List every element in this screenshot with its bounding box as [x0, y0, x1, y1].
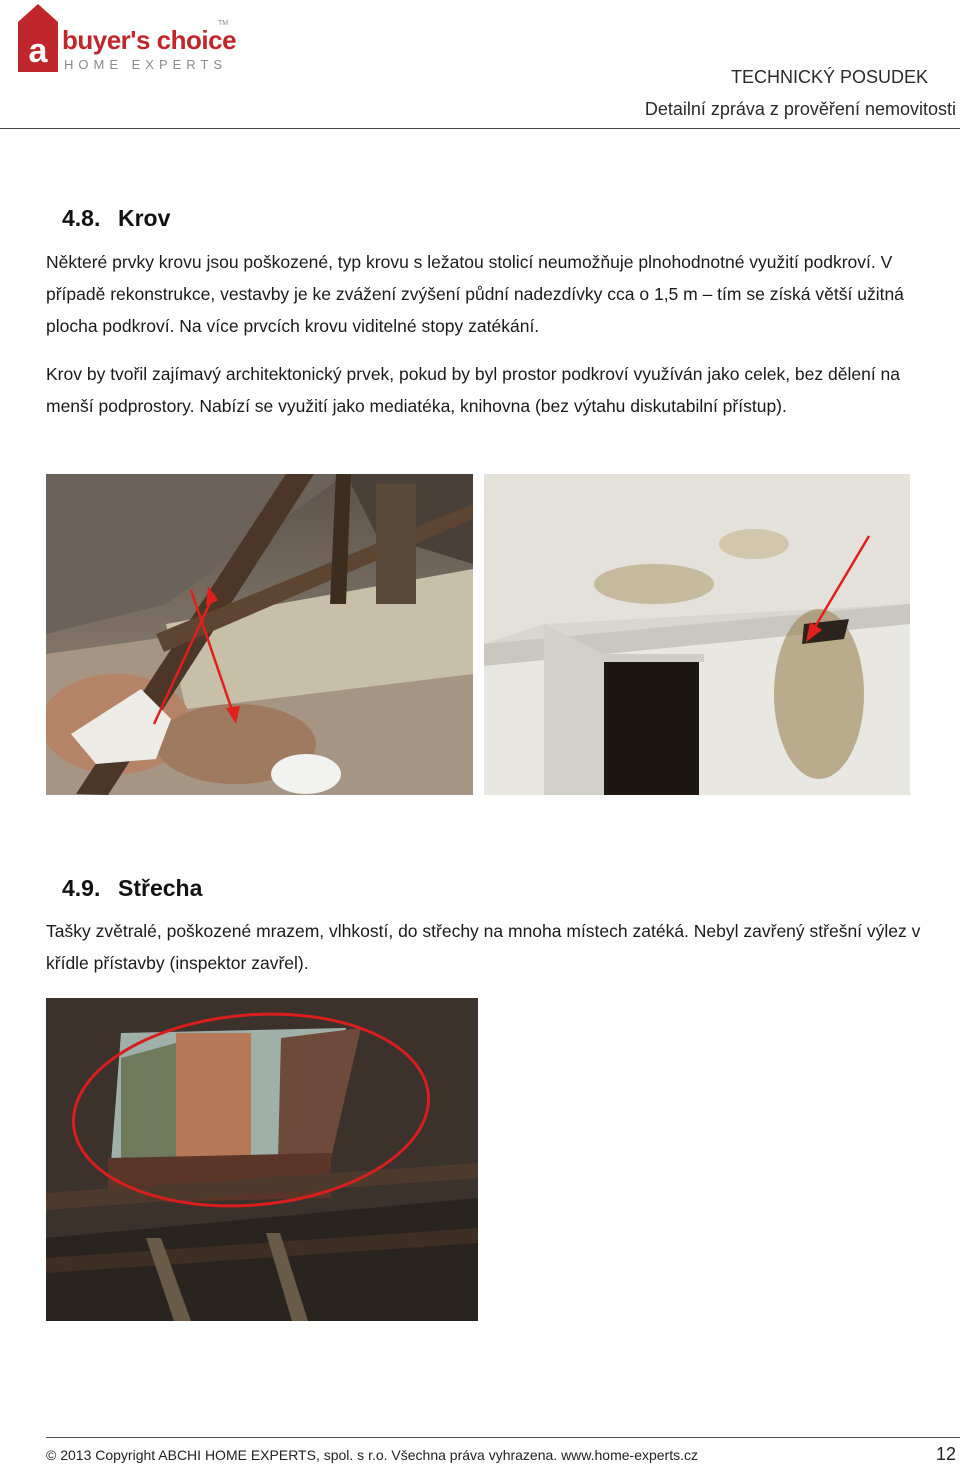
attic-truss-photo: [46, 474, 473, 795]
section-number: 4.9.: [62, 875, 101, 901]
paragraph-strecha-1: Tašky zvětralé, poškozené mrazem, vlhkostí, do střechy na mnoha místech zatéká. Nebyl zavřený střešní výlez v křídle přístavby (inspektor zavřel).: [46, 921, 921, 973]
logo-tagline: HOME EXPERTS: [64, 57, 228, 72]
report-title: TECHNICKÝ POSUDEK: [730, 67, 928, 87]
header-divider: [0, 128, 960, 129]
paragraph-krov-2: Krov by tvořil zajímavý architektonický prvek, pokud by byl prostor podkroví využíván jako celek, bez dělení na menší podprostory. Nabízí se využití jako mediatéka, knihovna (bez výtahu diskutabilní přístup).: [46, 364, 901, 416]
footer-copyright: © 2013 Copyright ABCHI HOME EXPERTS, spol. s r.o. Všechna práva vyhrazena. www.home-experts.cz: [46, 1447, 698, 1463]
section-number: 4.8.: [62, 205, 101, 231]
footer-divider: [46, 1437, 960, 1438]
roof-hatch-photo: [46, 998, 478, 1321]
logo-letter: a: [28, 32, 48, 70]
section-heading-strecha: [62, 874, 202, 902]
ceiling-leak-photo: [484, 474, 910, 795]
section-title: Střecha: [118, 875, 203, 901]
report-subtitle: Detailní zpráva z prověření nemovitosti: [644, 99, 956, 119]
page-number: 12: [935, 1444, 956, 1464]
logo-brand-text: buyer's choice: [62, 25, 237, 55]
house-logo-icon: [18, 4, 58, 72]
company-logo: [18, 4, 237, 74]
logo-trademark: TM: [218, 20, 229, 27]
paragraph-krov-1: Některé prvky krovu jsou poškozené, typ krovu s ležatou stolicí neumožňuje plnohodnotné využití podkroví. V případě rekonstrukce, vestavby je ke zvážení zvýšení půdní nadezdívky cca o 1,5 m – tím se získá větší užitná plocha podkroví. Na více prvcích krovu viditelné stopy zatékání.: [46, 252, 904, 336]
section-heading-krov: [62, 204, 170, 232]
section-title: Krov: [118, 205, 171, 231]
